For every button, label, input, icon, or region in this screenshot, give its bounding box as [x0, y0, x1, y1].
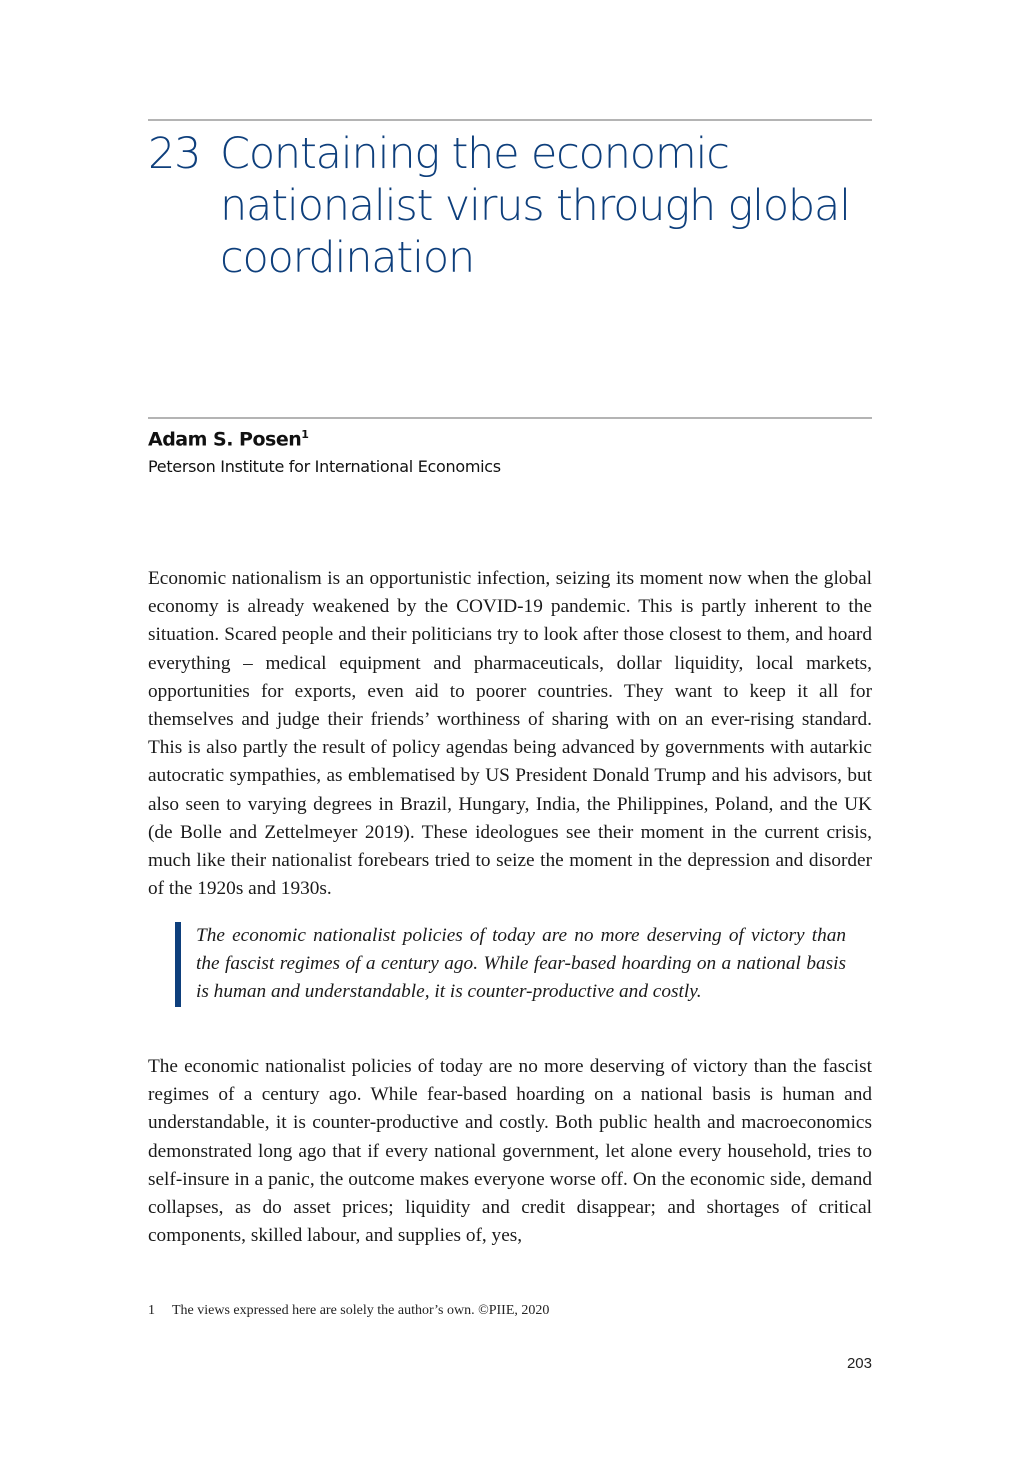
chapter-number: 23 [148, 129, 201, 179]
body-paragraph-1: Economic nationalism is an opportunistic infection, seizing its moment now when the global economy is already weakened by the COVID-19 pandemic. This is partly inherent to the situation. Scared people and their politicians try to look after those closest to them, and hoard everything – medical equipment and pharmaceuticals, dollar liquidity, local markets, opportunities for exports, even aid to poorer countries. They want to keep it all for themselves and judge their friends’ worthiness of sharing with on an ever-rising standard. This is also partly the result of policy agendas being advanced by governments with autarkic autocratic sympathies, as emblematised by US President Donald Trump and his advisors, but also seen to varying degrees in Brazil, Hungary, India, the Philippines, Poland, and the UK (de Bolle and Zettelmeyer 2019). These ideologues see their moment in the current crisis, much like their nationalist forebears tried to seize the moment in the depression and disorder of the 1920s and 1930s. [148, 568, 872, 900]
author-name [148, 428, 308, 450]
author-rule [148, 417, 872, 419]
pull-quote-text: The economic nationalist policies of today are no more deserving of victory than the fascist regimes of a century ago. While fear-based hoarding on a national basis is human and understandable, it is counter-productive and costly. [196, 925, 846, 1003]
body-paragraph-2: The economic nationalist policies of today are no more deserving of victory than the fascist regimes of a century ago. While fear-based hoarding on a national basis is human and understandable, it is counter-productive and costly. Both public health and macroeconomics demonstrated long ago that if every national government, let alone every household, tries to self-insure in a panic, the outcome makes everyone worse off. On the economic side, demand collapses, as do asset prices; liquidity and credit disappear; and shortages of critical components, skilled labour, and supplies of, yes, [148, 1056, 872, 1247]
pull-quote [175, 922, 846, 1007]
footnote [148, 1303, 549, 1319]
top-rule [148, 119, 872, 121]
footnote-number: 1 [148, 1303, 155, 1318]
footnote-marker[interactable]: 1 [301, 428, 309, 441]
footnote-text: The views expressed here are solely the author’s own. ©PIIE, 2020 [172, 1303, 550, 1318]
chapter-title: Containing the economic nationalist virus through global coordination [220, 129, 850, 283]
author-name-text: Adam S. Posen [148, 428, 302, 451]
author-affiliation: Peterson Institute for International Economics [148, 457, 501, 476]
page-number: 203 [846, 1355, 872, 1372]
